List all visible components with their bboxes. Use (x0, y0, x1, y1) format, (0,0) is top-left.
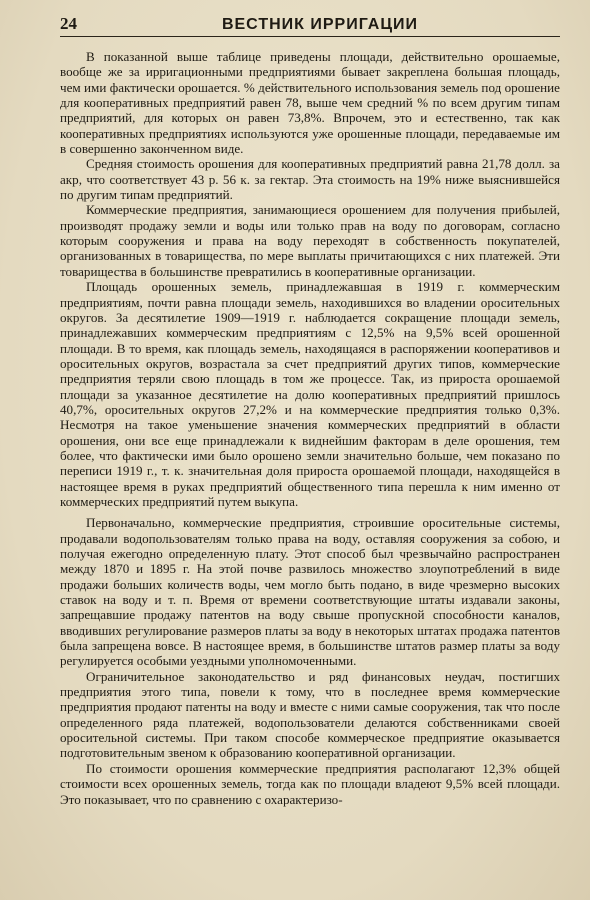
paragraph-7: По стоимости орошения коммерческие предприятия располагают 12,3% общей стоимости всех орошенных земель, тогда как по площади владеют 9,5% всей площади. Это показывает, что по сравнению с охарактеризо- (60, 760, 560, 807)
paragraph-3: Коммерческие предприятия, занимающиеся орошением для получения прибылей, производят продажу земли и воды или только прав на воду по договорам, согласно которым сооружения и права на воду переходят в собственность покупателей, организованных в товарищества, по мере выплаты причитающихся с них платежей. Эти товарищества в большинстве превратились в кооперативные организации. (60, 202, 560, 279)
paragraph-1: В показанной выше таблице приведены площади, действительно орошаемые, вообще же за ирригационными предприятиями бывает закреплена большая площадь, чем ими фактически орошается. % действительного использования земель под орошение для кооперативных предприятий равен 78, выше чем средний % по всем другим типам предприятий, для которых он равен 73,8%. Впрочем, это и естественно, так как кооперативных предприятиях используются уже орошенные площади, передаваемые им в совершенно законченном виде. (60, 49, 560, 157)
page-header (60, 14, 560, 37)
paragraph-5: Первоначально, коммерческие предприятия, строившие оросительные системы, продавали водопользователям только права на воду, оставляя сооружения за собою, и получая ежегодно определенную плату. Этот способ был чрезвычайно распространен между 1870 и 1895 г. На этой почве развилось множество злоупотреблений в виде продажи больших количеств воды, чем могло быть подано, в виде чрезмерно высоких ставок на воду и т. п. Время от времени соответствующие штаты издавали законы, запрещавшие продажу патентов на воду свыше пропускной способности каналов, вводивших регулирование размеров платы за воду в некоторых штатах продажа патентов была запрещена вовсе. В настоящее время, в большинстве штатов размер платы за воду регулируется особыми уездными уполномоченными. (60, 515, 560, 669)
paragraph-6: Ограничительное законодательство и ряд финансовых неудач, постигших предприятия этого типа, повели к тому, что в последнее время коммерческие предприятия продают патенты на воду и вместе с ними самые сооружения, так что после определенного ряда платежей, водопользователи делаются собственниками своей оросительной системы. При таком способе коммерческое предприятие оказывается подготовительным звеном к образованию кооперативной организации. (60, 668, 560, 761)
article-body (60, 49, 560, 807)
journal-title: ВЕСТНИК ИРРИГАЦИИ (221, 16, 419, 33)
page-number: 24 (60, 14, 77, 33)
paragraph-2: Средняя стоимость орошения для кооперативных предприятий равна 21,78 долл. за акр, что соответствует 43 р. 56 к. за гектар. Эта стоимость на 19% ниже выяснившейся по другим типам предприятий. (60, 156, 560, 203)
paragraph-4: Площадь орошенных земель, принадлежавшая в 1919 г. коммерческим предприятиям, почти равна площади земель, находившихся во владении оросительных округов. За десятилетие 1909—1919 г. наблюдается сокращение площади земель, принадлежавших коммерческим предприятиям с 12,5% на 9,5% всей орошенной площади. В то время, как площадь земель, находящаяся в распоряжении кооперативов и оросительных округов, возрастала за счет предприятий других типов, коммерческие предприятия теряли свою площадь в том же процессе. Так, из прироста орошаемой площади за указанное десятилетие на долю кооперативных предприятий пришлось 40,7%, оросительных округов 27,2% и на коммерческие предприятия только 0,3%. Несмотря на такое уменьшение значения коммерческих предприятий в области орошения, они все еще принадлежали к виднейшим факторам в деле орошения, тем более, что фактически ими было орошено земли значительно больше, чем показано по переписи 1919 г., т. к. значительная доля прироста орошаемой площади, находящейся в настоящее время в руках предприятий общественного типа перешла к ним именно от коммерческих предприятий путем выкупа. (60, 279, 560, 509)
